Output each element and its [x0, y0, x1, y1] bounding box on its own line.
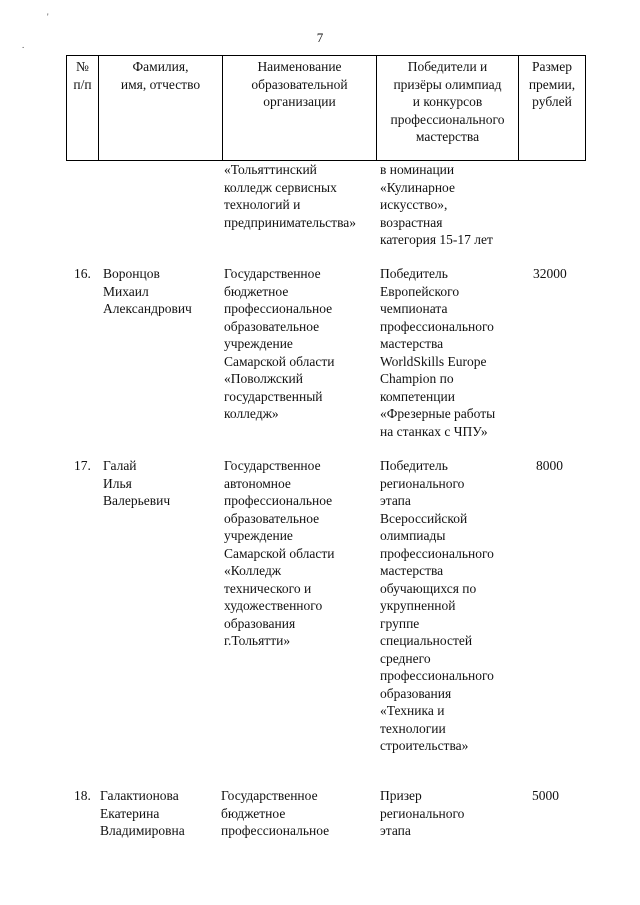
- row-name: Галактионова Екатерина Владимировна: [100, 788, 185, 838]
- table-header: [66, 55, 586, 161]
- header-name: Фамилия, имя, отчество: [120, 59, 201, 92]
- scan-mark: ': [47, 12, 49, 22]
- row-number: 18.: [74, 788, 91, 803]
- row-name: Воронцов Михаил Александрович: [103, 266, 192, 316]
- row-prize: 32000: [533, 266, 567, 281]
- header-org: Наименование образовательной организации: [251, 59, 348, 109]
- row-number: 17.: [74, 458, 91, 473]
- row-org: Государственное бюджетное профессиональное: [221, 788, 330, 838]
- row-prize: 8000: [536, 458, 563, 473]
- header-prize: Размер премии, рублей: [528, 59, 576, 109]
- page-number: 7: [316, 30, 324, 45]
- header-num: № п/п: [73, 59, 92, 92]
- continuation-org: «Тольяттинский колледж сервисных технологий и предпринимательства»: [224, 162, 357, 230]
- row-winner: Победитель Европейского чемпионата профессионального мастерства WorldSkills Europe Champion по компетенции «Фрезерные работы на станках с ЧПУ»: [380, 266, 496, 439]
- row-org: Государственное бюджетное профессиональное образовательное учреждение Самарской области «Поволжский государственный колледж»: [224, 266, 335, 421]
- row-winner: Призер регионального этапа: [380, 788, 465, 838]
- row-prize: 5000: [532, 788, 559, 803]
- row-winner: Победитель регионального этапа Всероссийской олимпиады профессионального мастерства обучающихся по укрупненной группе специальностей среднего профессионального образования «Техника и технологии строительства»: [380, 458, 494, 753]
- continuation-winner: в номинации «Кулинарное искусство», возрастная категория 15-17 лет: [380, 162, 493, 247]
- row-org: Государственное автономное профессиональное образовательное учреждение Самарской области «Колледж технического и художественного образования г.Тольятти»: [224, 458, 335, 648]
- header-winners: Победители и призёры олимпиад и конкурсов профессионального мастерства: [390, 59, 505, 144]
- row-number: 16.: [74, 266, 91, 281]
- scan-mark: .: [22, 40, 25, 50]
- row-name: Галай Илья Валерьевич: [103, 458, 171, 508]
